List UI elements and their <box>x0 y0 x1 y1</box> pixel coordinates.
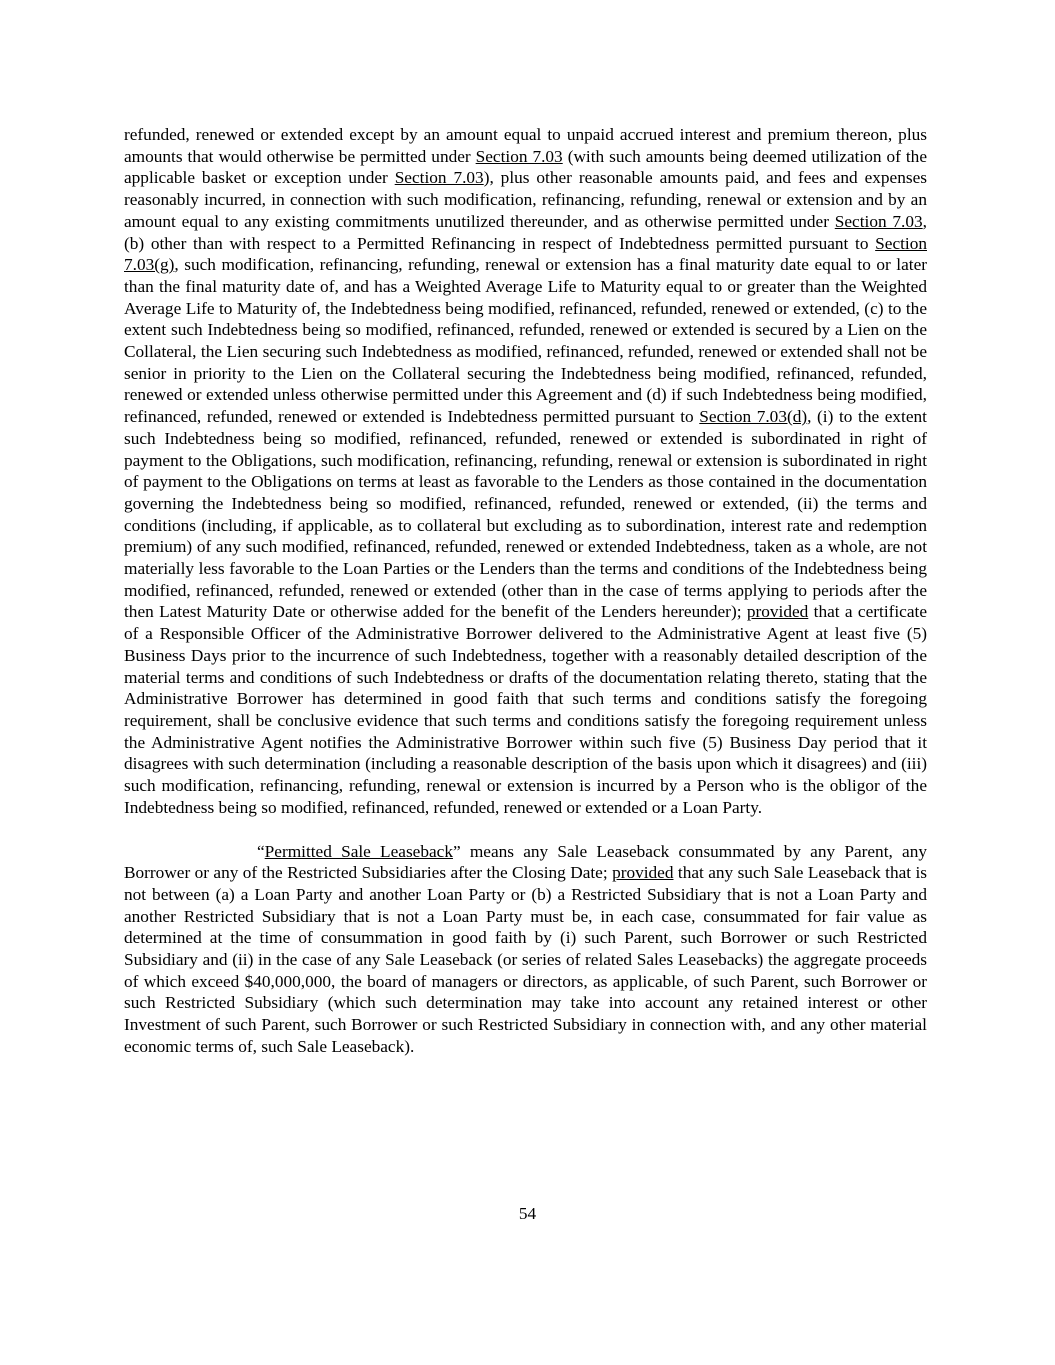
section-reference: Section 7.03(g) <box>124 233 927 275</box>
section-reference: Section 7.03(d) <box>699 407 808 427</box>
open-quote: “ <box>257 841 265 861</box>
paragraph-refinancing-continuation <box>124 124 927 819</box>
paragraph-text: , such modification, refinancing, refunding, renewal or extension has a final maturity date equal to or later than the final maturity date of, and has a Weighted Average Life to Maturity equal to or greater than the Weighted Average Life to Maturity of, the Indebtedness being modified, refinanced, refunded, renewed or extended, (c) to the extent such Indebtedness being so modified, refinanced, refunded, renewed or extended is secured by a Lien on the Collateral, the Lien securing such Indebtedness as modified, refinanced, refunded, renewed or extended shall not be senior in priority to the Lien on the Collateral securing the Indebtedness being modified, refinanced, refunded, renewed or extended unless otherwise permitted under this Agreement and (d) if such Indebtedness being modified, refinanced, refunded, renewed or extended is Indebtedness permitted pursuant to <box>124 255 927 427</box>
section-reference: Section 7.03 <box>475 146 563 166</box>
paragraph-text: (with such amounts being deemed utilization of the applicable basket or exception under <box>124 146 927 188</box>
section-reference: Section 7.03 <box>834 211 923 231</box>
section-reference: Section 7.03 <box>394 168 484 188</box>
provided-term: provided <box>746 602 809 622</box>
paragraph-text: , (i) to the extent such Indebtedness being so modified, refinanced, refunded, renewed or extended is subordinated in right of payment to the Obligations, such modification, refinancing, refunding, renewal or extension is subordinated in right of payment to the Obligations on terms at least as favorable to the Lenders as those contained in the documentation governing the Indebtedness being so modified, refinanced, refunded, renewed or extended, (ii) the terms and conditions (including, if applicable, as to collateral but excluding as to subordination, interest rate and redemption premium) of any such modified, refinanced, refunded, renewed or extended Indebtedness, taken as a whole, are not materially less favorable to the Loan Parties or the Lenders than the terms and conditions of the Indebtedness being modified, refinanced, refunded, renewed or extended (other than in the case of terms applying to periods after the then Latest Maturity Date or otherwise added for the benefit of the Lenders hereunder); <box>124 407 927 622</box>
paragraph-text: that any such Sale Leaseback that is not between (a) a Loan Party and another Loan Party or (b) a Restricted Subsidiary that is not a Loan Party and another Restricted Subsidiary that is not a Loan Party must be, in each case, consummated for fair value as determined at the time of consummation in good faith by (i) such Parent, such Borrower or such Restricted Subsidiary and (ii) in the case of any Sale Leaseback (or series of related Sales Leasebacks) the aggregate proceeds of which exceed $40,000,000, the board of managers or directors, as applicable, of such Parent, such Borrower or such Restricted Subsidiary (which such determination may take into account any retained interest or other Investment of such Parent, such Borrower or such Restricted Subsidiary in connection with, and any other material economic terms of, such Sale Leaseback). <box>124 863 927 1056</box>
paragraph-text: refunded, renewed or extended except by an amount equal to unpaid accrued interest and premium thereon, plus amounts that would otherwise be permitted under <box>124 125 927 166</box>
provided-term: provided <box>612 863 674 883</box>
defined-term: Permitted Sale Leaseback <box>264 841 453 861</box>
paragraph-text: ), plus other reasonable amounts paid, and fees and expenses reasonably incurred, in connection with such modification, refinancing, refunding, renewal or extension and by an amount equal to any existing commitments unutilized thereunder, and as otherwise permitted under <box>124 168 927 231</box>
document-page <box>124 124 927 1058</box>
paragraph-text: ” means any Sale Leaseback consummated by any Parent, any Borrower or any of the Restricted Subsidiaries after the Closing Date; <box>124 841 927 883</box>
paragraph-text: that a certificate of a Responsible Officer of the Administrative Borrower delivered to the Administrative Agent at least five (5) Business Days prior to the incurrence of such Indebtedness, together with a reasonably detailed description of the material terms and conditions of such Indebtedness or drafts of the documentation relating thereto, stating that the Administrative Borrower has determined in good faith that such terms and conditions satisfy the foregoing requirement, shall be conclusive evidence that such terms and conditions satisfy the foregoing requirement unless the Administrative Agent notifies the Administrative Borrower within such five (5) Business Day period that it disagrees with such determination (including a reasonable description of the basis upon which it disagrees) and (iii) such modification, refinancing, refunding, renewal or extension is incurred by a Person who is the obligor of the Indebtedness being so modified, refinanced, refunded, renewed or extended or a Loan Party. <box>124 602 927 817</box>
page-number: 54 <box>518 1204 537 1223</box>
paragraph-permitted-sale-leaseback <box>124 841 927 1058</box>
paragraph-text: , (b) other than with respect to a Permitted Refinancing in respect of Indebtedness permitted pursuant to <box>124 211 927 253</box>
